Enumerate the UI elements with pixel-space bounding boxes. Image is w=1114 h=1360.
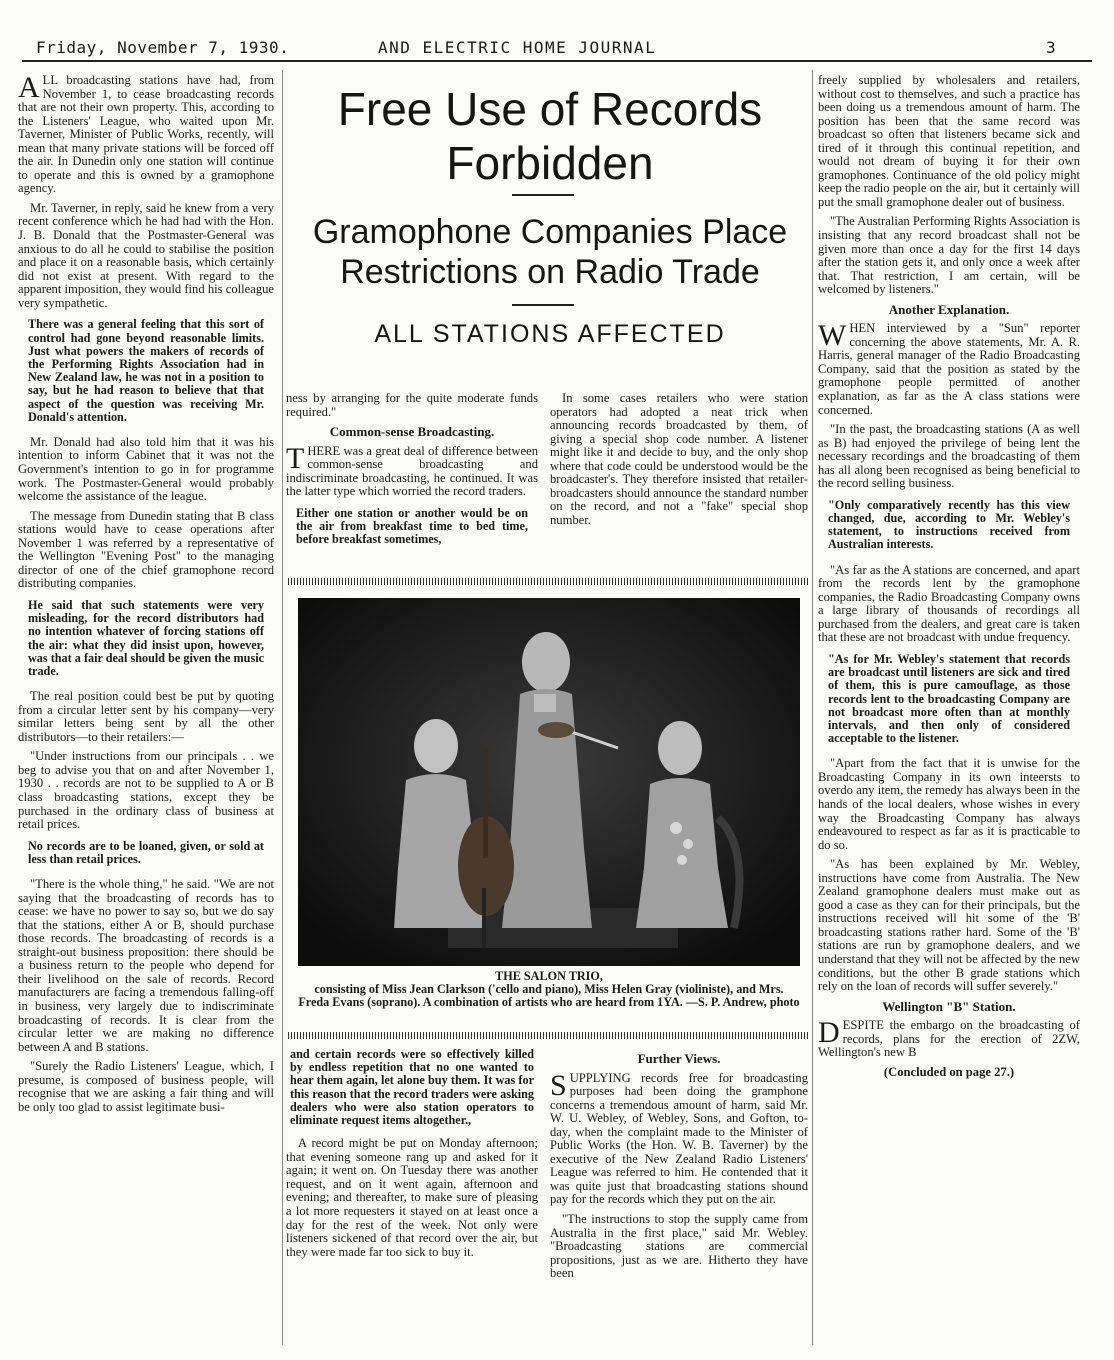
headline-title-line2: Forbidden (446, 137, 654, 189)
headline-title (290, 82, 810, 190)
header-page-number: 3 (1046, 38, 1057, 57)
bold-pullquote: "Only comparatively recently has this view changed, due, according to Mr. Webley's statement, to instructions received from Australian interests. (828, 497, 1070, 552)
article-paragraph: "Apart from the fact that it is unwise for the Broadcasting Company in its own inteersts to overdo any item, the remedy has always been in the hands of the local dealers, whose wishes in every way the Broadcasting Company has always endeavoured to respect as far as it is practicable to do so. (818, 756, 1080, 852)
article-paragraph: The message from Dunedin stating that B class stations would have to cease operations after November 1 was referred by a representative of the Wellington "Evening Post" to the managing director of one of the chief gramophone record distributing companies. (18, 508, 274, 591)
trio-illustration (298, 598, 800, 966)
column-divider (282, 70, 283, 1345)
column-1 (18, 71, 274, 1120)
bold-pullquote: "As for Mr. Webley's statement that records are broadcast until listeners are sick and tired of them, this is pure camouflage, as those records lent to the broadcasting Company are not broadcast more often than at monthly intervals, and then only of considered acceptable to the listener. (828, 651, 1070, 746)
article-paragraph: Mr. Taverner, in reply, said he knew from a very recent conference which he had had with the Hon. J. B. Donald that the Postmaster-General was anxious to do all he could to stabilise the position and place it on a reasonable basis, which certainly did not exist at present. With regard to the apparent imposition, they would find his colleague very sympathetic. (18, 200, 274, 310)
article-paragraph: "As has been explained by Mr. Webley, instructions have come from Australia. The New Zealand gramophone dealers must make out as good a case as they can for their principals, but the instructions received will hit some of the 'B' broadcasting stations rather hard. Some of the 'B' stations are run by gramophone dealers, and we understand that they will not be affected by the new conditions, but the other B grade stations which rely on the loan of records will suffer severely." (818, 857, 1080, 994)
article-paragraph: "Under instructions from our principals . . we beg to advise you that on and after November 1, 1930 . . records are not to be supplied to A or B class broadcasting stations, except they be purchased in the ordinary class of business at retail prices. (18, 749, 274, 832)
section-heading: Further Views. (637, 1051, 721, 1066)
headline-rule (512, 194, 574, 196)
paragraph-text: ESPITE the embargo on the broadcasting of records, plans for the erection of 2ZW, Wellington's new B (818, 1018, 1080, 1060)
headline-subtitle-line1: Gramophone Companies Place (312, 213, 788, 251)
article-paragraph: "The Australian Performing Rights Association is insisting that any record broadcast shall not be given more than once a day for the first 14 days after the station gets it, and only once a week after that. That restriction, I am certain, will be welcomed by listeners." (818, 214, 1080, 297)
article-paragraph: "As far as the A stations are concerned, and apart from the records lent by the gramophone companies, the Radio Broadcasting Company owns a large library of thousands of recordings all purchased from the dealers, and great care is taken that these are not broadcast with undue frequency. (818, 562, 1080, 645)
article-paragraph (18, 71, 274, 196)
hatched-rule (288, 1032, 808, 1039)
drop-cap: S (550, 1068, 567, 1102)
headline-kicker: ALL STATIONS AFFECTED (374, 320, 726, 348)
article-paragraph: "The instructions to stop the supply came from Australia in the first place," said Mr. Webley. "Broadcasting stations are commercial propositions, just as we are. Hitherto they have been (550, 1212, 808, 1281)
bold-pullquote: There was a general feeling that this sort of control had gone beyond reasonable limits. Just what powers the makers of records of the Performing Rights Association had in New Zealand law, he was not in a position to say, but he had reason to believe that that aspect of the question was receiving Mr. Donald's attention. (28, 317, 264, 424)
headline-subtitle-line2: Restrictions on Radio Trade (340, 253, 760, 291)
bold-pullquote: No records are to be loaned, given, or sold at less than retail prices. (28, 838, 264, 866)
header-rule (22, 60, 1092, 62)
section-heading: Wellington "B" Station. (882, 998, 1016, 1014)
article-paragraph: ness by arranging for the quite moderate funds required." (286, 391, 538, 419)
article-paragraph: Mr. Donald had also told him that it was his intention to inform Cabinet that it was not the Government's intention to go in for programme work. The Postmaster-General would probably welcome the assistance of the league. (18, 434, 274, 504)
column-4 (818, 74, 1080, 1079)
photo-credit: —S. P. Andrew, photo (685, 995, 800, 1010)
paragraph-text: HEN interviewed by a "Sun" reporter concerning the above statements, Mr. A. R. Harris, general manager of the Radio Broadcasting Company, said that the position as stated by the gramophone people permitted of another explanation, as far as the A class stations were concerned. (818, 321, 1080, 417)
paragraph-text: LL broadcasting stations have had, from November 1, to cease broadcasting records that are not their own property. This, according to the Listeners' League, who waited upon Mr. Taverner, Minister of Public Works, recently, will mean that many private stations will be forced off the air. In Dunedin only one station will continue to operate and this is owned by a gramophone agency. (18, 73, 274, 196)
hatched-rule (288, 578, 808, 585)
article-paragraph (818, 319, 1080, 417)
drop-cap: W (818, 319, 847, 353)
column-3-lower (550, 1046, 808, 1287)
article-paragraph: "Surely the Radio Listeners' League, which, I presume, is composed of business people, will recognise that we are asking a fair thing and will be only too glad to assist legitimate busi- (18, 1059, 274, 1114)
caption-text (298, 983, 800, 1009)
photo-caption (298, 970, 800, 1010)
article-paragraph: freely supplied by wholesalers and retailers, without cost to themselves, and such a practice has been doing us a tremendous amount of harm. The position has been that the same record was broadcast so often that listeners became sick and tired of it through this continual repetition, and would not dream of buying it for their own gramophones. Continuance of the old policy might keep the radio people on the air, but it certainly will put the small gramophone dealer out of business. (818, 73, 1080, 209)
article-paragraph: "In the past, the broadcasting stations (A as well as B) had enjoyed the privilege of being lent the necessary recordings and the broadcasting of them has all along been recognised as being beneficial to the record selling business. (818, 422, 1080, 491)
column-3-upper (550, 392, 808, 533)
headline-subtitle (290, 212, 810, 292)
paragraph-text: HERE was a great deal of difference between common-sense broadcasting and indiscriminate broadcasting, he continued. It was the latter type which worried the record traders. (286, 443, 538, 499)
caption-title: THE SALON TRIO, (495, 969, 603, 983)
column-divider (812, 70, 813, 1345)
salon-trio-photo (298, 598, 800, 966)
header-date: Friday, November 7, 1930. (36, 38, 290, 57)
drop-cap: T (286, 441, 305, 475)
column-2-upper (286, 392, 538, 558)
drop-cap: D (818, 1016, 840, 1050)
paragraph-text: UPPLYING records free for broadcasting purposes had been doing the gramphone concerns a tremendous amount of harm, said Mr. W. U. Webley, of Webley, Sons, and Gofton, to-day, when the complaint made to the Minister of Public Works (the Hon. W. B. Taverner) by the executive of the New Zealand Radio Listeners' League was referred to him. He contended that it was quite just that broadcasting stations shound pay for the records which they put on the air. (550, 1070, 808, 1207)
drop-cap: A (18, 71, 40, 104)
caption-body: consisting of Miss Jean Clarkson ('cello and piano), Miss Helen Gray (violiniste), and Mrs. Freda Evans (soprano). A combination of artists who are heard from 1YA. (298, 982, 784, 1010)
article-paragraph (818, 1016, 1080, 1060)
section-heading: Common-sense Broadcasting. (329, 424, 495, 440)
article-paragraph: "There is the whole thing," he said. "We are not saying that the broadcasting of records has to cease: we have no power to say so, but we do say that the stations, either A or B, should purchase those records. The broadcasting of records is a straight-out business proposition: there should be a business return to the people who depend for their livelihood on the sale of records. Record manufacturers are facing a tremendous falling-off in business, very largely due to indiscriminate broadcasting of records. It is clear from the circular letter we are making no difference between A and B stations. (18, 877, 274, 1054)
section-heading: Another Explanation. (888, 301, 1010, 317)
header-journal: AND ELECTRIC HOME JOURNAL (378, 38, 657, 57)
article-paragraph: In some cases retailers who were station operators had adopted a neat trick when announcing records broadcasted by them, of giving a special shop code number. A listener might like it and decide to buy, and the only shop where that code could be understood would be the broadcaster's. They therefore insisted that retailer-broadcasters should announce the standard number on the record, and not a "fake" special shop number. (550, 391, 808, 527)
article-paragraph: A record might be put on Monday afternoon; that evening someone rang up and asked for it again; it went on. On Tuesday there was another request, and on it went again, afternoon and evening; and thereafter, to make sure of pleasing a lot more requesters it stayed on at least once a day for the rest of the week. Not only were listeners sickened of that record over the air, but they were made far too sick to buy it. (286, 1136, 538, 1259)
bold-pullquote: and certain records were so effectively killed by endless repetition that no one wanted to hear them again, let alone buy them. It was for this reason that the record traders were asking dealers who were also station operators to eliminate request items altogether., (290, 1047, 534, 1128)
bold-pullquote: He said that such statements were very misleading, for the record distributors had no intention whatever of forcing stations off the air: what they did insist upon, however, was that a fair deal should be given the music trade. (28, 597, 264, 678)
article-paragraph (286, 441, 538, 499)
article-paragraph: The real position could best be put by quoting from a circular letter sent by his company—very similar letters being sent by all the other distributors—to their retailers:— (18, 689, 274, 744)
continuation-note: (Concluded on page 27.) (883, 1064, 1015, 1079)
bold-pullquote: Either one station or another would be on the air from breakfast time to bed time, before breakfast sometimes, (296, 505, 528, 547)
headline-title-line1: Free Use of Records (337, 83, 763, 135)
article-paragraph (550, 1068, 808, 1207)
column-2-lower (286, 1046, 538, 1265)
headline-rule (512, 304, 574, 306)
